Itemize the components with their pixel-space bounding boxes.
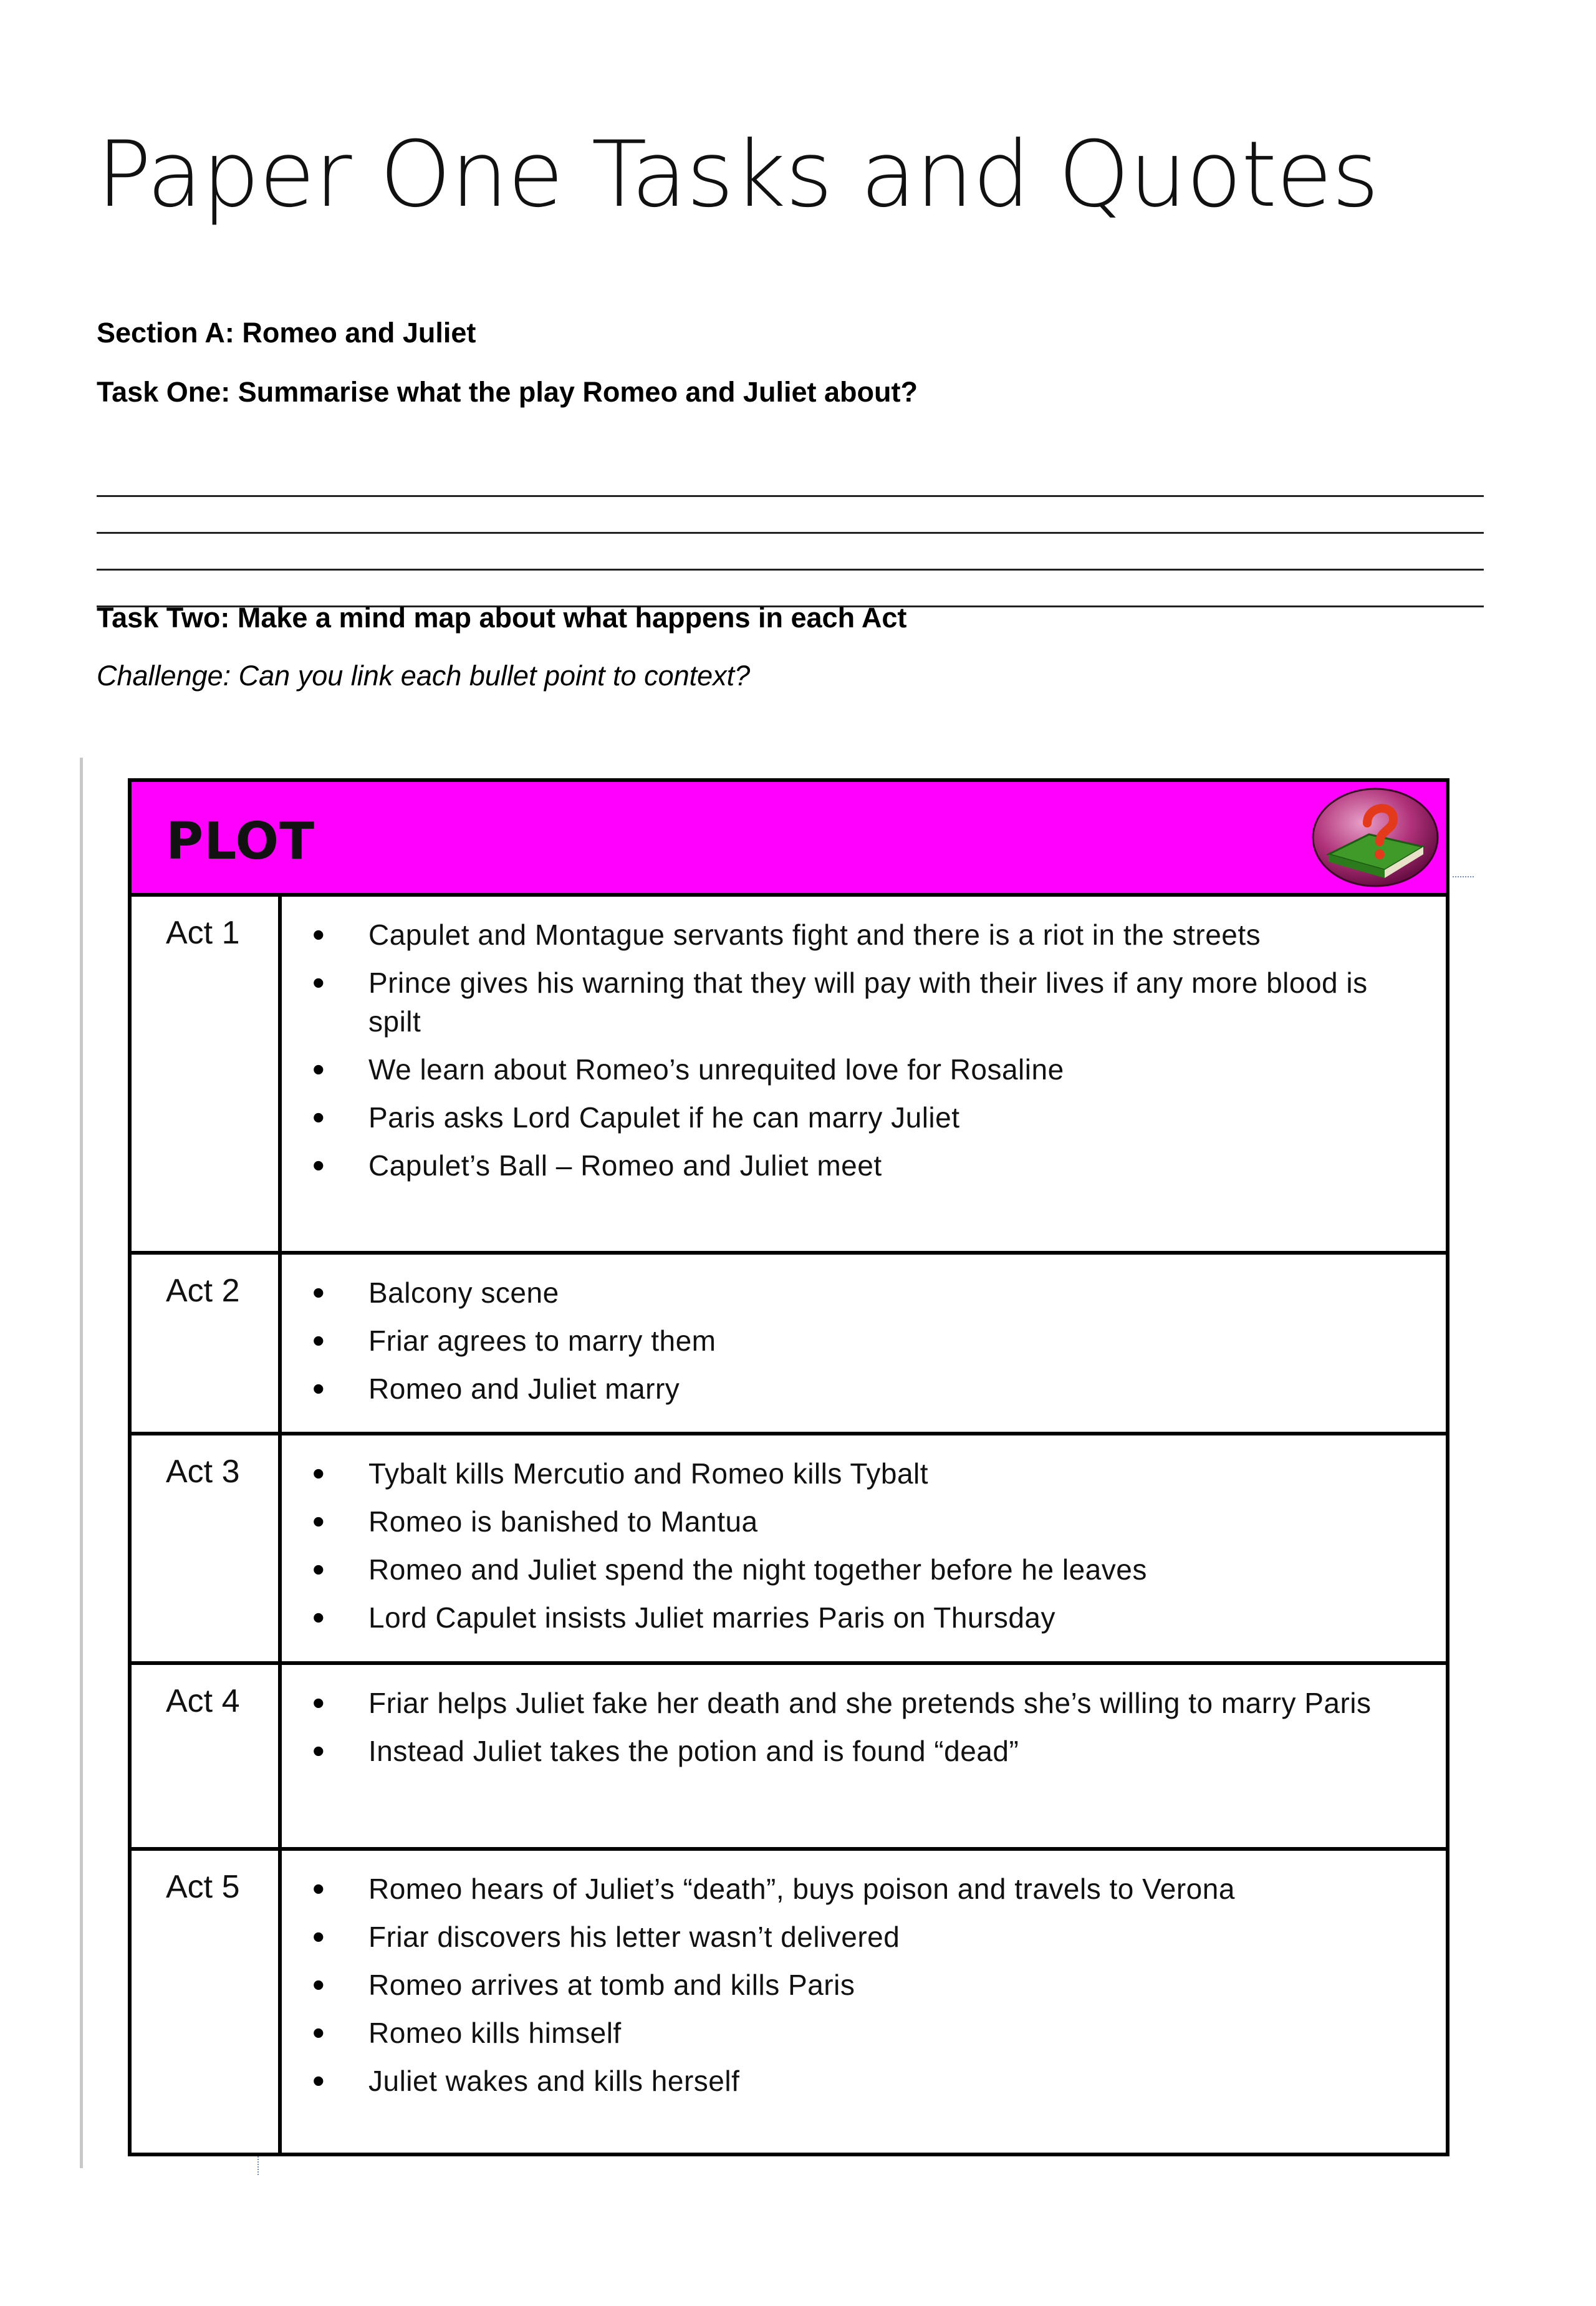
act-row	[132, 1847, 1446, 2153]
column-divider	[278, 893, 282, 1251]
answer-lines	[97, 460, 1484, 607]
act-bullet-list	[312, 1454, 1408, 1646]
act-bullet-list	[312, 915, 1408, 1194]
act-row	[132, 893, 1446, 1255]
act-bullet-text: Friar helps Juliet fake her death and she pretends she’s willing to marry Paris	[368, 1687, 1372, 1719]
act-bullet	[312, 1273, 1408, 1312]
act-row	[132, 1432, 1446, 1665]
act-label: Act 1	[166, 915, 240, 951]
act-bullet-text: Romeo kills himself	[368, 2017, 622, 2049]
act-bullet-text: Friar discovers his letter wasn’t delivered	[368, 1921, 900, 1953]
page-title: Paper One Tasks and Quotes	[97, 122, 1379, 228]
answer-line	[97, 460, 1484, 497]
act-bullet	[312, 1050, 1408, 1089]
act-bullet-text: Capulet’s Ball – Romeo and Juliet meet	[368, 1149, 882, 1182]
act-row	[132, 1251, 1446, 1435]
act-bullet	[312, 1869, 1408, 1908]
act-bullet-text: Prince gives his warning that they will pay with their lives if any more blood is spilt	[368, 967, 1368, 1038]
column-divider	[278, 1661, 282, 1847]
act-bullet-text: Juliet wakes and kills herself	[368, 2065, 740, 2097]
act-bullet-text: Romeo arrives at tomb and kills Paris	[368, 1969, 855, 2001]
guide-tick	[1453, 876, 1474, 877]
act-label: Act 4	[166, 1683, 240, 1719]
act-bullet	[312, 1502, 1408, 1541]
act-bullet-text: Romeo hears of Juliet’s “death”, buys poison and travels to Verona	[368, 1873, 1235, 1905]
act-bullet-text: Lord Capulet insists Juliet marries Paris on Thursday	[368, 1601, 1055, 1634]
section-heading: Section A: Romeo and Juliet	[97, 317, 476, 349]
task-two-prompt: Task Two: Make a mind map about what happens in each Act	[97, 602, 907, 634]
column-divider	[278, 1251, 282, 1432]
act-bullet-text: Instead Juliet takes the potion and is found “dead”	[368, 1735, 1019, 1767]
act-bullet-text: Paris asks Lord Capulet if he can marry Juliet	[368, 1101, 960, 1134]
act-bullet	[312, 1146, 1408, 1185]
act-bullet-text: Tybalt kills Mercutio and Romeo kills Tybalt	[368, 1457, 929, 1490]
act-bullet	[312, 1966, 1408, 2004]
act-label: Act 2	[166, 1273, 240, 1309]
act-bullet-text: Romeo and Juliet marry	[368, 1373, 680, 1405]
plot-header	[132, 782, 1446, 897]
act-bullet	[312, 1918, 1408, 1956]
challenge-prompt: Challenge: Can you link each bullet point to context?	[97, 660, 751, 692]
act-bullet	[312, 1684, 1408, 1722]
act-bullet-text: Friar agrees to marry them	[368, 1324, 716, 1357]
act-bullet	[312, 915, 1408, 954]
act-bullet	[312, 1321, 1408, 1360]
act-label: Act 3	[166, 1454, 240, 1490]
act-bullet	[312, 963, 1408, 1041]
answer-line	[97, 534, 1484, 571]
act-bullet	[312, 2014, 1408, 2052]
column-divider	[278, 1847, 282, 2153]
task-one-prompt: Task One: Summarise what the play Romeo and Juliet about?	[97, 376, 918, 408]
act-label: Act 5	[166, 1869, 240, 1905]
act-bullet-list	[312, 1273, 1408, 1417]
act-bullet	[312, 1454, 1408, 1493]
act-bullet	[312, 1098, 1408, 1137]
act-bullet	[312, 2062, 1408, 2100]
book-question-mark-icon	[1310, 786, 1441, 889]
act-bullet-text: Romeo is banished to Mantua	[368, 1505, 758, 1538]
act-bullet	[312, 1550, 1408, 1589]
act-bullet	[312, 1369, 1408, 1408]
act-row	[132, 1661, 1446, 1851]
column-divider	[278, 1432, 282, 1661]
act-bullet-list	[312, 1684, 1408, 1780]
act-bullet	[312, 1598, 1408, 1637]
act-bullet	[312, 1732, 1408, 1770]
answer-line	[97, 497, 1484, 534]
act-bullet-text: We learn about Romeo’s unrequited love for Rosaline	[368, 1053, 1064, 1086]
plot-heading: PLOT	[166, 812, 315, 871]
margin-rule	[80, 758, 83, 2168]
act-bullet-list	[312, 1869, 1408, 2110]
act-bullet-text: Capulet and Montague servants fight and there is a riot in the streets	[368, 919, 1261, 951]
plot-table	[128, 778, 1449, 2156]
act-bullet-text: Balcony scene	[368, 1276, 559, 1309]
act-bullet-text: Romeo and Juliet spend the night together before he leaves	[368, 1553, 1147, 1586]
